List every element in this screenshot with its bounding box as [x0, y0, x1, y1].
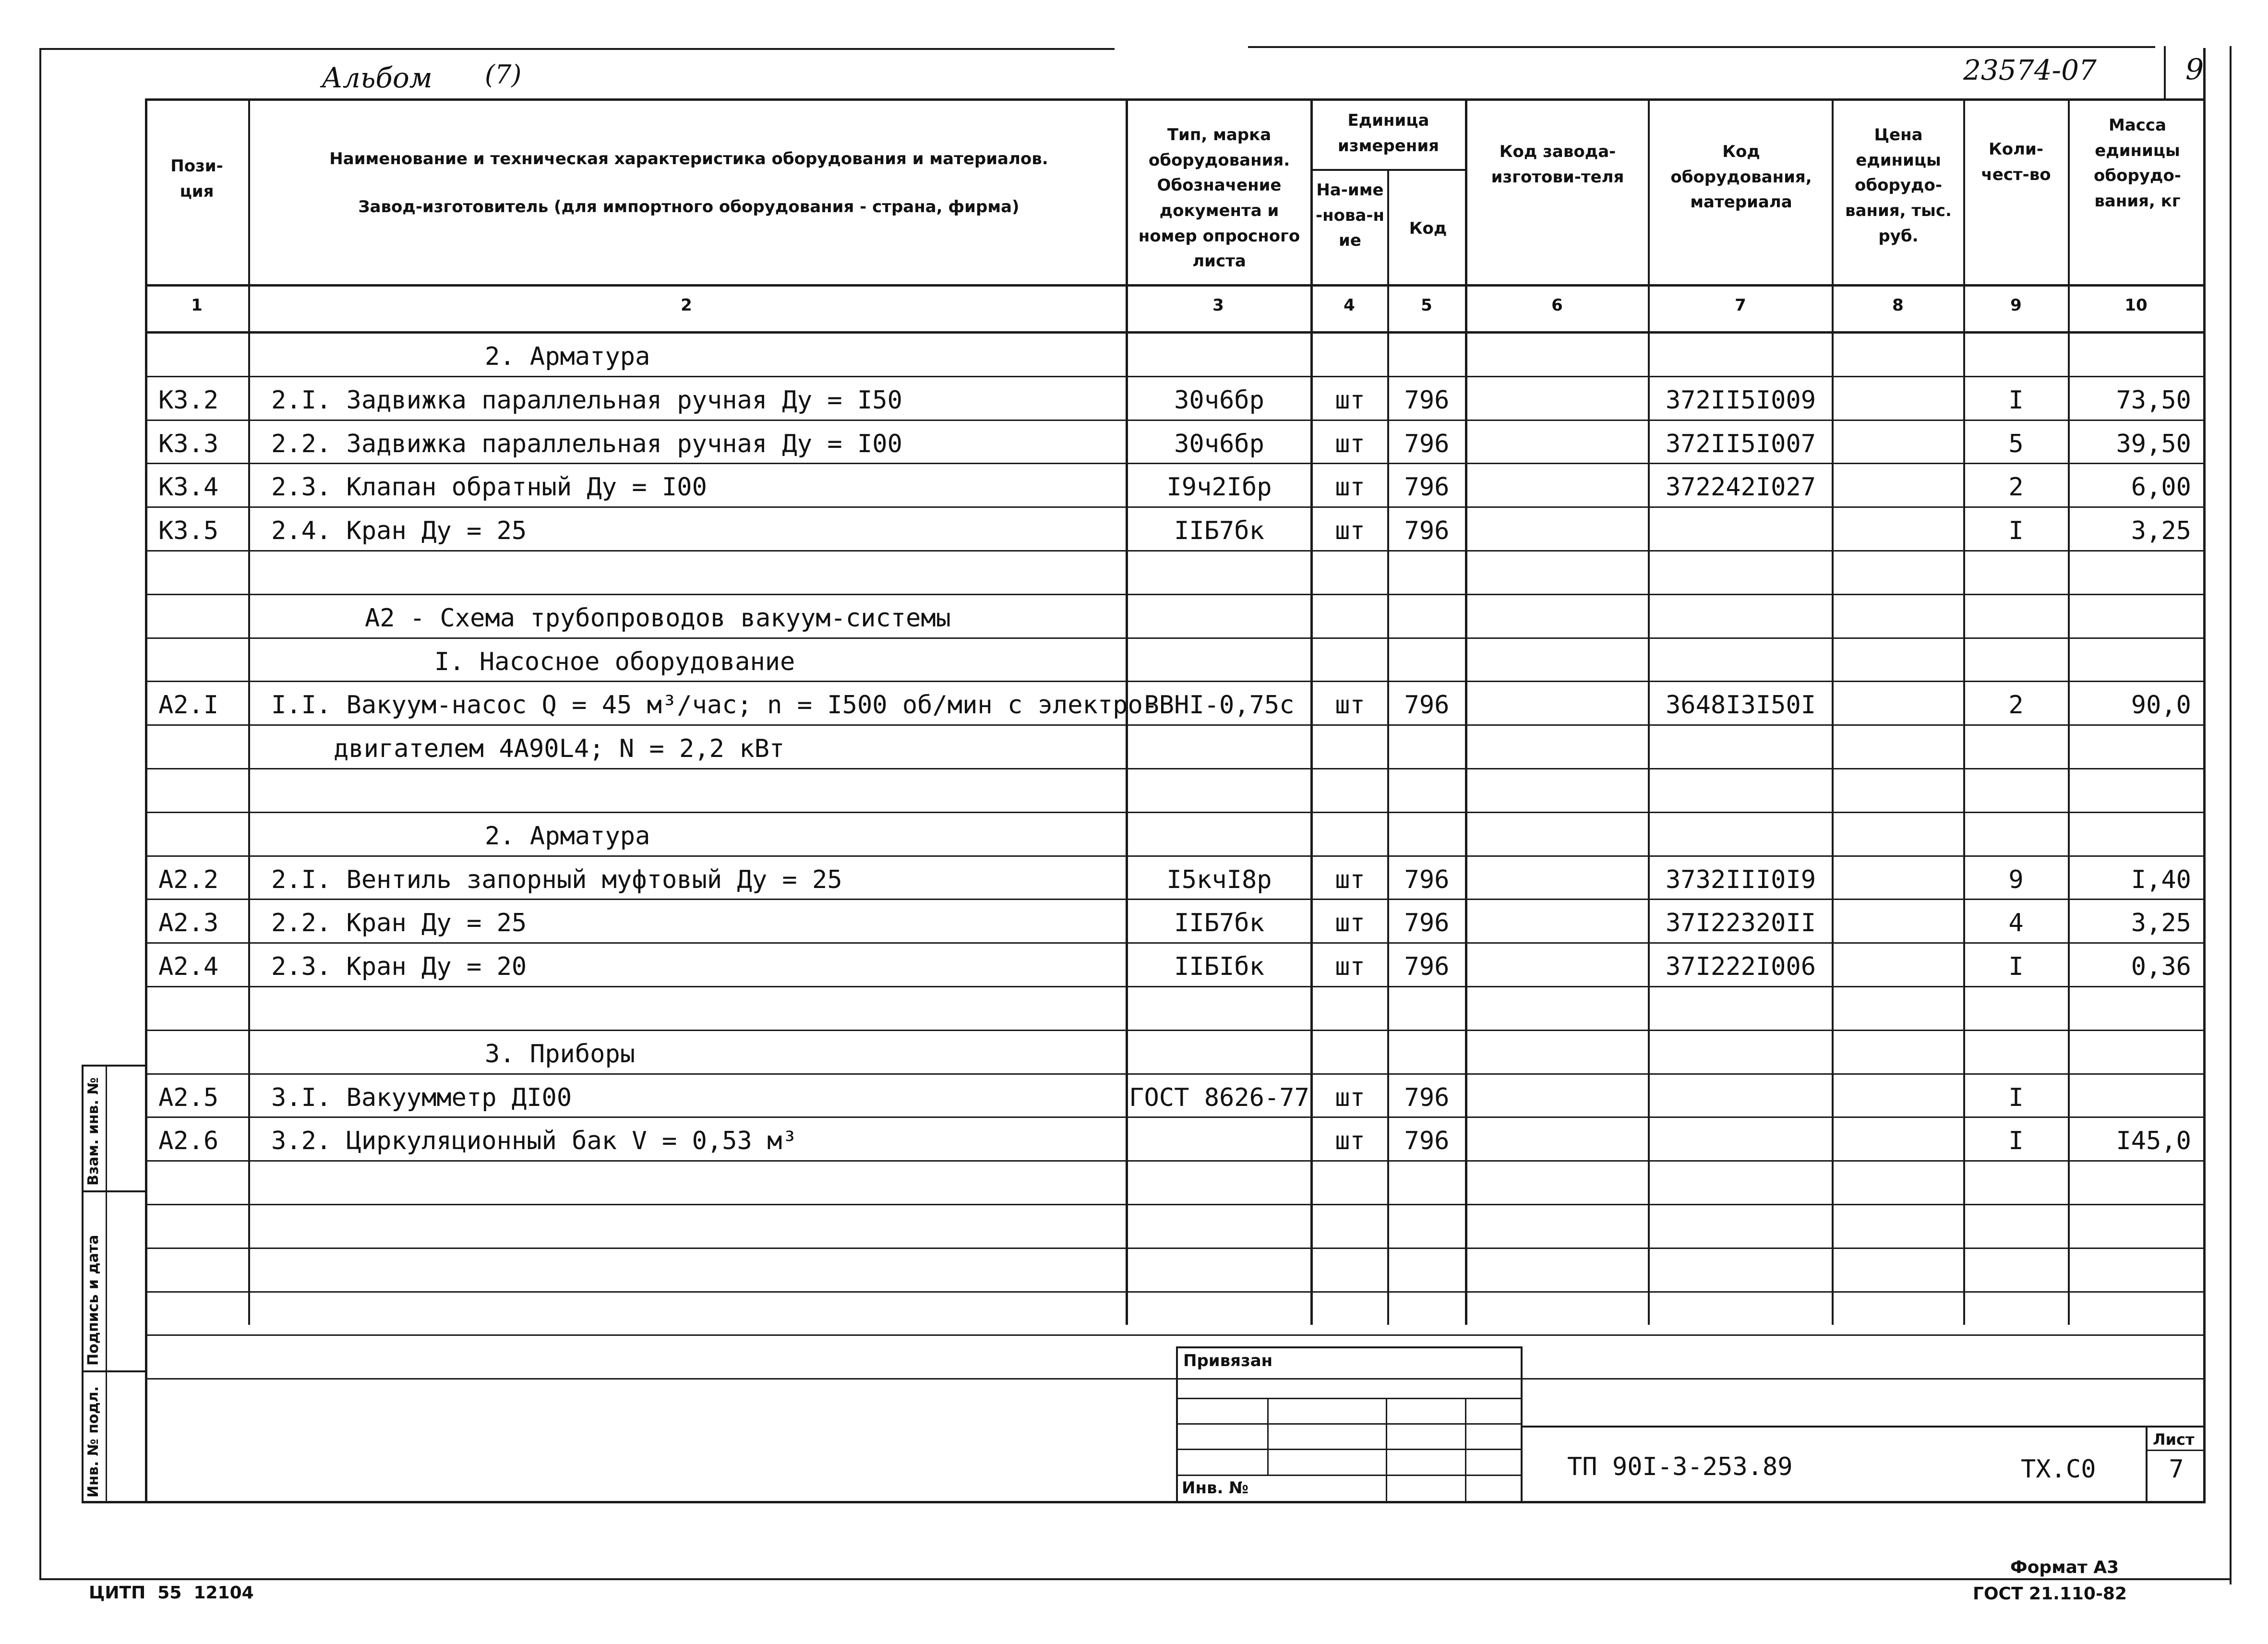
- header-type: Тип, марка оборудования. Обозначение документа и номер опросного листа: [1138, 125, 1300, 271]
- row-equipment-code: 372242I027: [1666, 473, 1816, 502]
- footer-citp: ЦИТП 55 12104: [89, 1583, 254, 1603]
- row-divider: [145, 855, 2206, 857]
- row-name: 2.2. Кран Ду = 25: [271, 909, 527, 938]
- row-unit: шт: [1335, 473, 1365, 502]
- side-strip-top: [82, 1065, 146, 1067]
- row-type: ГОСТ 8626-77: [1129, 1083, 1309, 1112]
- header-unit: Единица измерения: [1338, 111, 1439, 156]
- sheet-number: 7: [2169, 1455, 2184, 1484]
- row-quantity: I: [2008, 1127, 2024, 1156]
- row-name: 3.I. Вакуумметр ДI00: [271, 1083, 572, 1112]
- column-number: 3: [1212, 296, 1224, 315]
- row-position: А2.2: [158, 865, 219, 894]
- row-type: IIБ7бк: [1174, 909, 1264, 938]
- row-unit: шт: [1335, 1083, 1365, 1112]
- outer-frame-right: [2230, 46, 2232, 1584]
- row-mass: 6,00: [2131, 473, 2191, 502]
- album-label: Альбом: [322, 61, 432, 94]
- row-position: К3.5: [158, 516, 219, 546]
- row-unit: шт: [1335, 1127, 1365, 1156]
- row-quantity: I: [2008, 516, 2024, 546]
- row-quantity: I: [2008, 385, 2024, 415]
- row-divider: [145, 420, 2206, 421]
- row-position: А2.5: [158, 1083, 219, 1112]
- row-position: А2.4: [158, 952, 219, 982]
- row-divider: [145, 724, 2206, 726]
- row-unit: шт: [1335, 429, 1365, 458]
- row-divider: [145, 1030, 2206, 1031]
- header-name-line2: Завод-изготовитель (для импортного оборудования - страна, фирма): [358, 197, 1020, 216]
- row-unit-code: 796: [1404, 1127, 1450, 1156]
- header-bottom-line: [145, 284, 2206, 287]
- row-unit-code: 796: [1404, 473, 1450, 502]
- row-divider: [145, 1160, 2206, 1162]
- column-number: 5: [1421, 296, 1432, 315]
- row-unit-code: 796: [1404, 429, 1450, 458]
- row-divider: [145, 376, 2206, 377]
- row-divider: [145, 899, 2206, 900]
- stamp-row-2: [1176, 1423, 1522, 1425]
- column-number: 2: [681, 296, 692, 315]
- column-number: 1: [191, 296, 203, 315]
- row-mass: 3,25: [2131, 516, 2191, 546]
- album-number: (7): [485, 60, 522, 90]
- row-equipment-code: 3648I3I50I: [1666, 691, 1816, 720]
- stamp-row-1: [1176, 1398, 1522, 1399]
- row-name: 2.2. Задвижка параллельная ручная Ду = I00: [271, 429, 902, 458]
- header-unit-name: На-име-нова-ние: [1315, 180, 1385, 251]
- row-position: К3.2: [158, 385, 219, 415]
- row-equipment-code: 372II5I007: [1666, 429, 1816, 458]
- footer-gost: ГОСТ 21.110-82: [1973, 1584, 2127, 1604]
- row-divider: [145, 681, 2206, 682]
- outer-frame-top-right: [1248, 46, 2155, 48]
- numbers-bottom-line: [145, 331, 2206, 334]
- row-mass: I45,0: [2116, 1127, 2191, 1156]
- header-unit-code: Код: [1409, 219, 1447, 238]
- sheet-label: Лист: [2153, 1430, 2195, 1449]
- header-position: Пози-ция: [170, 156, 223, 201]
- row-unit: шт: [1335, 909, 1365, 938]
- row-quantity: I: [2008, 1083, 2024, 1112]
- row-mass: 0,36: [2131, 952, 2191, 982]
- row-divider: [145, 942, 2206, 944]
- row-divider: [145, 1291, 2206, 1293]
- side-podpis-data: Подпись и дата: [85, 1235, 102, 1366]
- row-divider: [145, 812, 2206, 813]
- stamp-main-top: [1521, 1426, 2206, 1428]
- document-number: 23574-07: [1963, 54, 2097, 86]
- row-name: I.I. Вакуум-насос Q = 45 м³/час; n = I500 об/мин с электро-: [271, 691, 1158, 720]
- side-strip-sep-2: [82, 1370, 146, 1372]
- drawing-mark: ТХ.С0: [2021, 1455, 2096, 1484]
- row-type: I5кчI8р: [1166, 865, 1272, 894]
- header-equipment-code: Код оборудования, материала: [1670, 142, 1812, 212]
- row-position: А2.6: [158, 1127, 219, 1156]
- stamp-left-box-top: [1176, 1346, 1522, 1348]
- row-unit: шт: [1335, 865, 1365, 894]
- row-position: А2.3: [158, 909, 219, 938]
- row-divider: [145, 986, 2206, 987]
- row-name: 3. Приборы: [485, 1039, 636, 1068]
- column-number: 4: [1344, 296, 1355, 315]
- row-mass: 3,25: [2131, 909, 2191, 938]
- table-top-line: [145, 98, 2206, 101]
- stamp-privyazan: Привязан: [1183, 1351, 1273, 1370]
- sheet-box-mid: [2146, 1450, 2206, 1451]
- row-name: 2.I. Задвижка параллельная ручная Ду = I50: [271, 385, 902, 415]
- outer-frame-bottom: [39, 1578, 2232, 1580]
- row-quantity: 4: [2008, 909, 2024, 938]
- row-equipment-code: 37I22320II: [1666, 909, 1816, 938]
- stamp-row-4: [1176, 1475, 1522, 1476]
- col-line-4: [1387, 169, 1389, 1325]
- row-mass: I,40: [2131, 865, 2191, 894]
- row-quantity: 5: [2008, 429, 2024, 458]
- column-number: 8: [1892, 296, 1904, 315]
- row-quantity: 2: [2008, 473, 2024, 502]
- side-strip-mid-divider: [106, 1065, 107, 1502]
- row-unit-code: 796: [1404, 909, 1450, 938]
- row-name: 2.I. Вентиль запорный муфтовый Ду = 25: [271, 865, 842, 894]
- column-number: 6: [1551, 296, 1563, 315]
- row-position: А2.I: [158, 691, 219, 720]
- row-quantity: 2: [2008, 691, 2024, 720]
- row-divider: [145, 1116, 2206, 1118]
- row-unit: шт: [1335, 952, 1365, 982]
- side-vzam-inv: Взам. инв. №: [85, 1077, 102, 1186]
- row-mass: 90,0: [2131, 691, 2191, 720]
- side-strip-sep-1: [82, 1190, 146, 1192]
- row-unit-code: 796: [1404, 952, 1450, 982]
- row-divider: [145, 1334, 2206, 1336]
- row-unit-code: 796: [1404, 516, 1450, 546]
- row-type: 30ч6бр: [1174, 429, 1264, 458]
- row-mass: 73,50: [2116, 385, 2191, 415]
- row-unit-code: 796: [1404, 385, 1450, 415]
- stamp-inv-no: Инв. №: [1182, 1478, 1249, 1498]
- row-divider: [145, 463, 2206, 464]
- row-unit: шт: [1335, 691, 1365, 720]
- row-quantity: I: [2008, 952, 2024, 982]
- row-unit: шт: [1335, 385, 1365, 415]
- row-name: 2.3. Кран Ду = 20: [271, 952, 527, 982]
- column-number: 7: [1735, 296, 1746, 315]
- row-name: 2.4. Кран Ду = 25: [271, 516, 527, 546]
- row-type: IIБ7бк: [1174, 516, 1264, 546]
- col-line-1: [248, 98, 250, 1325]
- row-divider: [145, 594, 2206, 595]
- row-unit-code: 796: [1404, 691, 1450, 720]
- row-name: А2 - Схема трубопроводов вакуум-системы: [365, 603, 951, 633]
- row-divider: [145, 1073, 2206, 1075]
- col-line-7: [1832, 98, 1834, 1325]
- project-code: ТП 90I-3-253.89: [1567, 1452, 1793, 1481]
- row-type: ВВНI-0,75с: [1144, 691, 1295, 720]
- header-name-line1: Наименование и техническая характеристика оборудования и материалов.: [329, 149, 1048, 168]
- header-mass: Масса единицы оборудо-вания, кг: [2094, 116, 2181, 211]
- side-inv-podl: Инв. № подл.: [85, 1386, 102, 1498]
- row-name: 3.2. Циркуляционный бак V = 0,53 м³: [271, 1127, 797, 1156]
- row-quantity: 9: [2008, 865, 2024, 894]
- row-unit-code: 796: [1404, 865, 1450, 894]
- outer-frame-left: [39, 48, 41, 1579]
- col-line-9: [2068, 98, 2070, 1325]
- row-divider: [145, 637, 2206, 639]
- column-number: 9: [2010, 296, 2022, 315]
- row-position: К3.3: [158, 429, 219, 458]
- row-divider: [145, 1204, 2206, 1205]
- inner-frame-bottom: [82, 1501, 2206, 1503]
- row-equipment-code: 3732III0I9: [1666, 865, 1816, 894]
- header-factory-code: Код завода-изготови-теля: [1491, 142, 1624, 187]
- row-name: I. Насосное оборудование: [434, 647, 795, 676]
- row-divider: [145, 1248, 2206, 1249]
- stamp-row-3: [1176, 1449, 1522, 1450]
- row-mass: 39,50: [2116, 429, 2191, 458]
- column-number: 10: [2124, 296, 2148, 315]
- row-divider: [145, 768, 2206, 769]
- col-line-8: [1963, 98, 1965, 1325]
- row-name: двигателем 4А90L4; N = 2,2 кВт: [334, 734, 785, 764]
- row-name: 2. Арматура: [485, 342, 650, 371]
- footer-format: Формат А3: [2010, 1558, 2119, 1577]
- row-name: 2.3. Клапан обратный Ду = I00: [271, 473, 707, 502]
- stamp-col-1: [1267, 1398, 1269, 1475]
- stamp-col-3: [1465, 1398, 1466, 1501]
- side-strip-left: [82, 1065, 84, 1502]
- sheet-number-top: 9: [2185, 53, 2204, 86]
- row-equipment-code: 37I222I006: [1666, 952, 1816, 982]
- row-divider: [145, 550, 2206, 552]
- row-type: IIБIбк: [1174, 952, 1264, 982]
- row-unit-code: 796: [1404, 1083, 1450, 1112]
- col-line-6: [1648, 98, 1650, 1325]
- row-equipment-code: 372II5I009: [1666, 385, 1816, 415]
- row-position: К3.4: [158, 473, 219, 502]
- header-price: Цена единицы оборудо-вания, тыс. руб.: [1845, 125, 1952, 246]
- row-divider: [145, 506, 2206, 508]
- row-type: 30ч6бр: [1174, 385, 1264, 415]
- row-divider: [145, 1378, 2206, 1380]
- doc-number-divider: [2164, 46, 2166, 99]
- col-line-5: [1465, 98, 1467, 1325]
- header-quantity: Коли-чест-во: [1981, 140, 2051, 184]
- row-unit: шт: [1335, 516, 1365, 546]
- row-type: I9ч2Iбр: [1166, 473, 1272, 502]
- inner-frame-right: [2203, 48, 2206, 1502]
- stamp-col-2: [1386, 1398, 1387, 1501]
- row-name: 2. Арматура: [485, 821, 650, 851]
- outer-frame-top-left: [39, 48, 1115, 50]
